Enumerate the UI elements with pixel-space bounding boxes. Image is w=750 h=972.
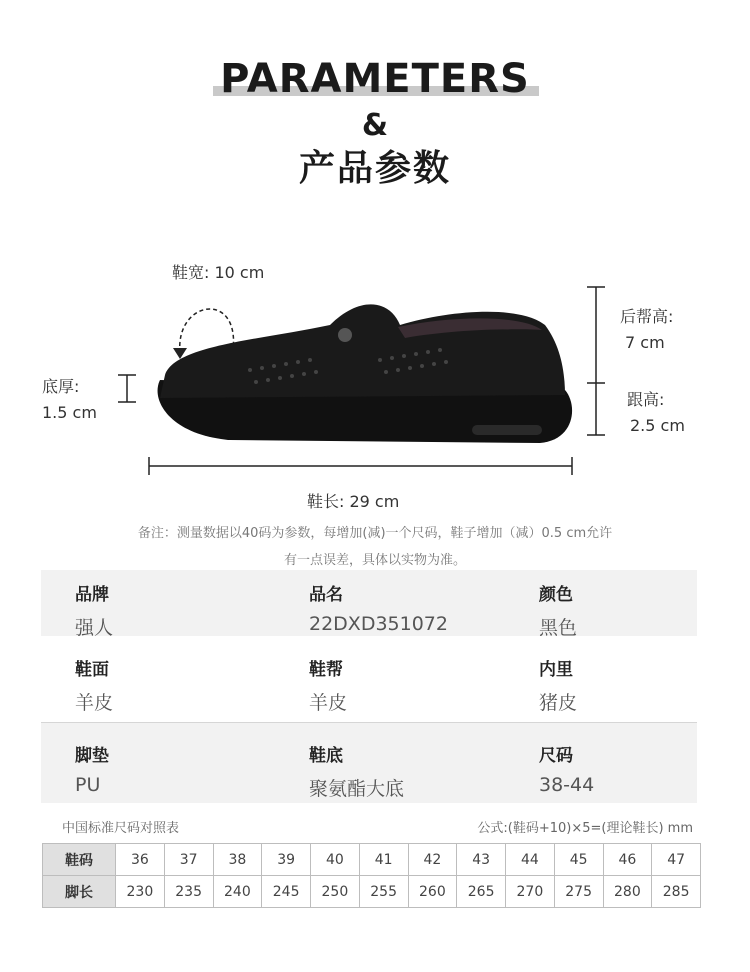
param-row-3 bbox=[41, 723, 697, 803]
size-table-title: 中国标准尺码对照表 bbox=[62, 821, 180, 836]
param-value: 黑色 bbox=[539, 617, 578, 639]
param-color bbox=[539, 580, 577, 640]
size-cell: 46 bbox=[603, 844, 652, 876]
size-table bbox=[42, 843, 701, 908]
heel-height-label: 跟高: bbox=[627, 390, 665, 409]
param-key: 鞋面 bbox=[75, 660, 109, 680]
param-size-range bbox=[539, 741, 594, 796]
length-cell: 285 bbox=[652, 876, 701, 908]
length-cell: 260 bbox=[408, 876, 457, 908]
param-row-2 bbox=[41, 645, 697, 715]
param-upper bbox=[75, 655, 113, 715]
param-lining bbox=[539, 655, 577, 715]
size-row-label: 鞋码 bbox=[43, 844, 116, 876]
heel-height-value: 2.5 cm bbox=[630, 416, 685, 435]
param-value: 聚氨酯大底 bbox=[309, 778, 405, 800]
size-cell: 39 bbox=[262, 844, 311, 876]
shoe-length-label: 鞋长: 29 cm bbox=[307, 492, 400, 511]
param-outsole bbox=[309, 741, 404, 801]
length-cell: 240 bbox=[213, 876, 262, 908]
note-line-2: 有一点误差，具体以实物为准。 bbox=[283, 553, 466, 568]
back-height-label: 后帮高: bbox=[620, 307, 674, 326]
size-cell: 43 bbox=[457, 844, 506, 876]
sole-thickness-value: 1.5 cm bbox=[42, 403, 97, 422]
param-value: 羊皮 bbox=[75, 692, 114, 714]
shoe-width-label: 鞋宽: 10 cm bbox=[172, 263, 265, 282]
length-cell: 265 bbox=[457, 876, 506, 908]
param-key: 内里 bbox=[539, 660, 573, 680]
back-height-value: 7 cm bbox=[625, 333, 665, 352]
length-row bbox=[43, 876, 701, 908]
title-chinese: 产品参数 bbox=[298, 148, 451, 189]
size-cell: 47 bbox=[652, 844, 701, 876]
length-cell: 245 bbox=[262, 876, 311, 908]
param-key: 颜色 bbox=[539, 585, 573, 605]
size-cell: 36 bbox=[116, 844, 165, 876]
param-vamp bbox=[309, 655, 347, 715]
param-key: 尺码 bbox=[539, 746, 573, 766]
length-cell: 280 bbox=[603, 876, 652, 908]
param-key: 鞋底 bbox=[309, 746, 343, 766]
size-cell: 45 bbox=[554, 844, 603, 876]
length-cell: 275 bbox=[554, 876, 603, 908]
size-cell: 38 bbox=[213, 844, 262, 876]
length-cell: 255 bbox=[359, 876, 408, 908]
param-key: 脚垫 bbox=[75, 746, 109, 766]
title-english: PARAMETERS bbox=[220, 56, 530, 102]
note-line-1: 备注：测量数据以40码为参数，每增加(减)一个尺码，鞋子增加（减）0.5 cm允许 bbox=[137, 526, 613, 541]
size-cell: 44 bbox=[506, 844, 555, 876]
size-formula: 公式:(鞋码+10)×5=(理论鞋长) mm bbox=[477, 821, 693, 836]
param-value: 强人 bbox=[75, 617, 114, 639]
param-value: PU bbox=[75, 774, 101, 796]
param-value: 38-44 bbox=[539, 774, 595, 796]
shoe-illustration bbox=[0, 230, 750, 490]
size-cell: 42 bbox=[408, 844, 457, 876]
param-value: 羊皮 bbox=[309, 692, 348, 714]
param-product-name bbox=[309, 580, 448, 635]
length-cell: 250 bbox=[311, 876, 360, 908]
param-key: 鞋帮 bbox=[309, 660, 343, 680]
title-ampersand: & bbox=[361, 108, 389, 143]
size-cell: 41 bbox=[359, 844, 408, 876]
size-row bbox=[43, 844, 701, 876]
length-cell: 230 bbox=[116, 876, 165, 908]
length-cell: 270 bbox=[506, 876, 555, 908]
param-key: 品名 bbox=[309, 585, 343, 605]
sole-thickness-label: 底厚: bbox=[42, 377, 80, 396]
length-row-label: 脚长 bbox=[43, 876, 116, 908]
param-value: 猪皮 bbox=[539, 692, 578, 714]
param-brand bbox=[75, 580, 113, 640]
param-value: 22DXD351072 bbox=[309, 613, 448, 635]
length-cell: 235 bbox=[164, 876, 213, 908]
size-cell: 37 bbox=[164, 844, 213, 876]
param-key: 品牌 bbox=[75, 585, 109, 605]
param-insole bbox=[75, 741, 109, 796]
brand-logo-icon bbox=[338, 328, 352, 342]
param-row-1 bbox=[41, 570, 697, 639]
size-cell: 40 bbox=[311, 844, 360, 876]
